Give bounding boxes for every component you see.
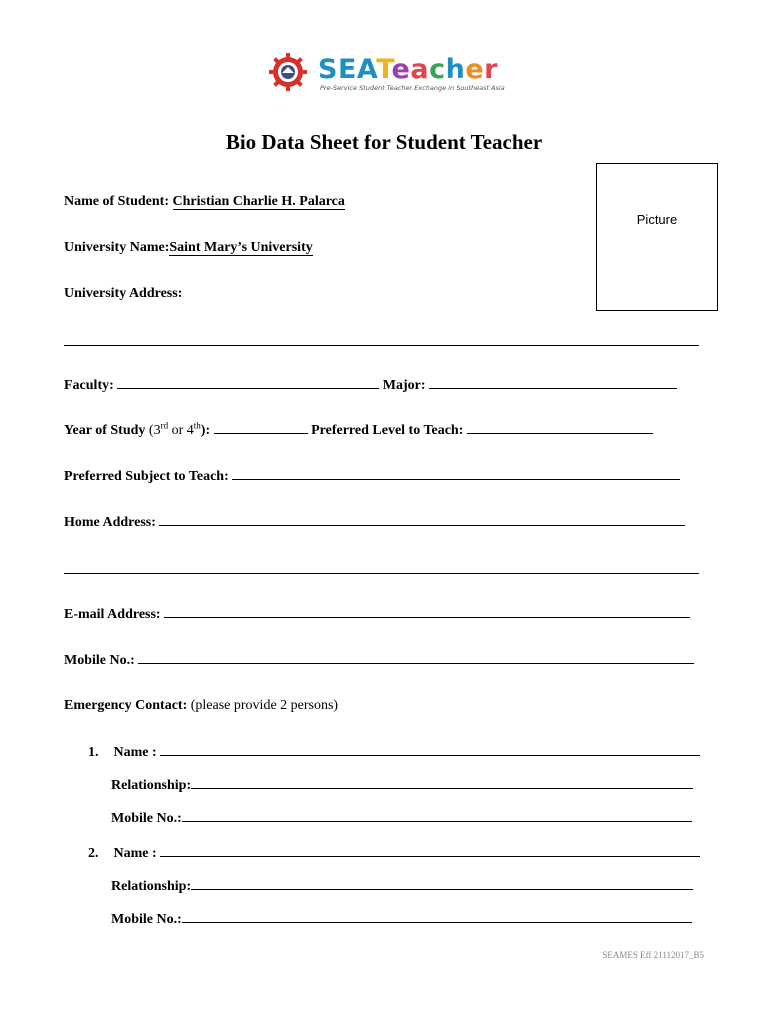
emergency-contact-label: Emergency Contact:	[64, 698, 188, 713]
preferred-subject-line[interactable]	[232, 467, 680, 480]
contact-relationship-label: Relationship:	[111, 879, 192, 894]
home-address-label: Home Address:	[64, 515, 156, 530]
contact-name-label: Name :	[113, 846, 157, 861]
picture-label: Picture	[636, 212, 678, 227]
contact-mobile-label: Mobile No.:	[111, 912, 182, 927]
faculty-label: Faculty:	[64, 378, 114, 393]
seameo-gear-icon	[268, 52, 308, 92]
emergency-contact-row	[64, 697, 338, 715]
year-of-study-line[interactable]	[214, 421, 308, 434]
university-name-row	[64, 239, 313, 257]
contact-1-name-line[interactable]	[160, 743, 700, 756]
home-address-row	[64, 513, 685, 532]
name-of-student-row	[64, 193, 345, 211]
major-label: Major:	[382, 378, 426, 393]
preferred-level-line[interactable]	[467, 421, 653, 434]
contact-mobile-label: Mobile No.:	[111, 811, 182, 826]
mobile-label: Mobile No.:	[64, 653, 135, 668]
contact-1-relationship-line[interactable]	[191, 776, 693, 789]
contact-2-mobile-row	[111, 910, 692, 929]
preferred-subject-label: Preferred Subject to Teach:	[64, 469, 229, 484]
picture-placeholder[interactable]	[596, 163, 718, 311]
email-row	[64, 605, 690, 624]
contact-1-mobile-row	[111, 809, 692, 828]
seateacher-logo	[268, 50, 508, 96]
contact-1-relationship-row	[111, 776, 693, 795]
mobile-line[interactable]	[138, 651, 694, 664]
university-name-value[interactable]: Saint Mary’s University	[169, 240, 313, 255]
faculty-line[interactable]	[117, 376, 379, 389]
name-of-student-label: Name of Student:	[64, 194, 169, 209]
preferred-level-label: Preferred Level to Teach:	[311, 423, 464, 438]
document-code-footer: SEAMES Eff 21112017_B5	[602, 950, 704, 960]
university-address-row	[64, 285, 182, 303]
contact-2-name-row	[88, 844, 700, 863]
faculty-major-row	[64, 376, 677, 395]
contact-1-name-row	[88, 743, 700, 762]
preferred-subject-row	[64, 467, 680, 486]
university-address-label: University Address:	[64, 286, 183, 301]
name-of-student-value[interactable]: Christian Charlie H. Palarca	[172, 194, 345, 209]
university-name-label: University Name:	[64, 240, 170, 255]
contact-2-relationship-row	[111, 877, 693, 896]
brand-tagline: Pre-Service Student Teacher Exchange in Southeast Asia	[320, 84, 505, 92]
year-of-study-label: Year of Study	[64, 423, 146, 438]
mobile-row	[64, 651, 694, 670]
contact-name-label: Name :	[113, 745, 157, 760]
contact-relationship-label: Relationship:	[111, 778, 192, 793]
emergency-contact-note: (please provide 2 persons)	[190, 698, 339, 713]
year-level-row	[64, 421, 653, 440]
university-address-line[interactable]	[64, 345, 699, 346]
page-title: Bio Data Sheet for Student Teacher	[225, 130, 543, 154]
year-of-study-options: (3rd or 4th):	[145, 420, 211, 438]
contact-2-name-line[interactable]	[160, 844, 700, 857]
email-label: E-mail Address:	[64, 607, 161, 622]
contact-1-mobile-line[interactable]	[182, 809, 692, 822]
contact-2-relationship-line[interactable]	[191, 877, 693, 890]
contact-number: 1.	[88, 745, 99, 760]
home-address-line-2[interactable]	[64, 573, 699, 574]
home-address-line[interactable]	[159, 513, 685, 526]
email-line[interactable]	[164, 605, 690, 618]
contact-2-mobile-line[interactable]	[182, 910, 692, 923]
contact-number: 2.	[88, 846, 99, 861]
major-line[interactable]	[429, 376, 677, 389]
brand-wordmark: SEATeacher	[318, 54, 498, 85]
